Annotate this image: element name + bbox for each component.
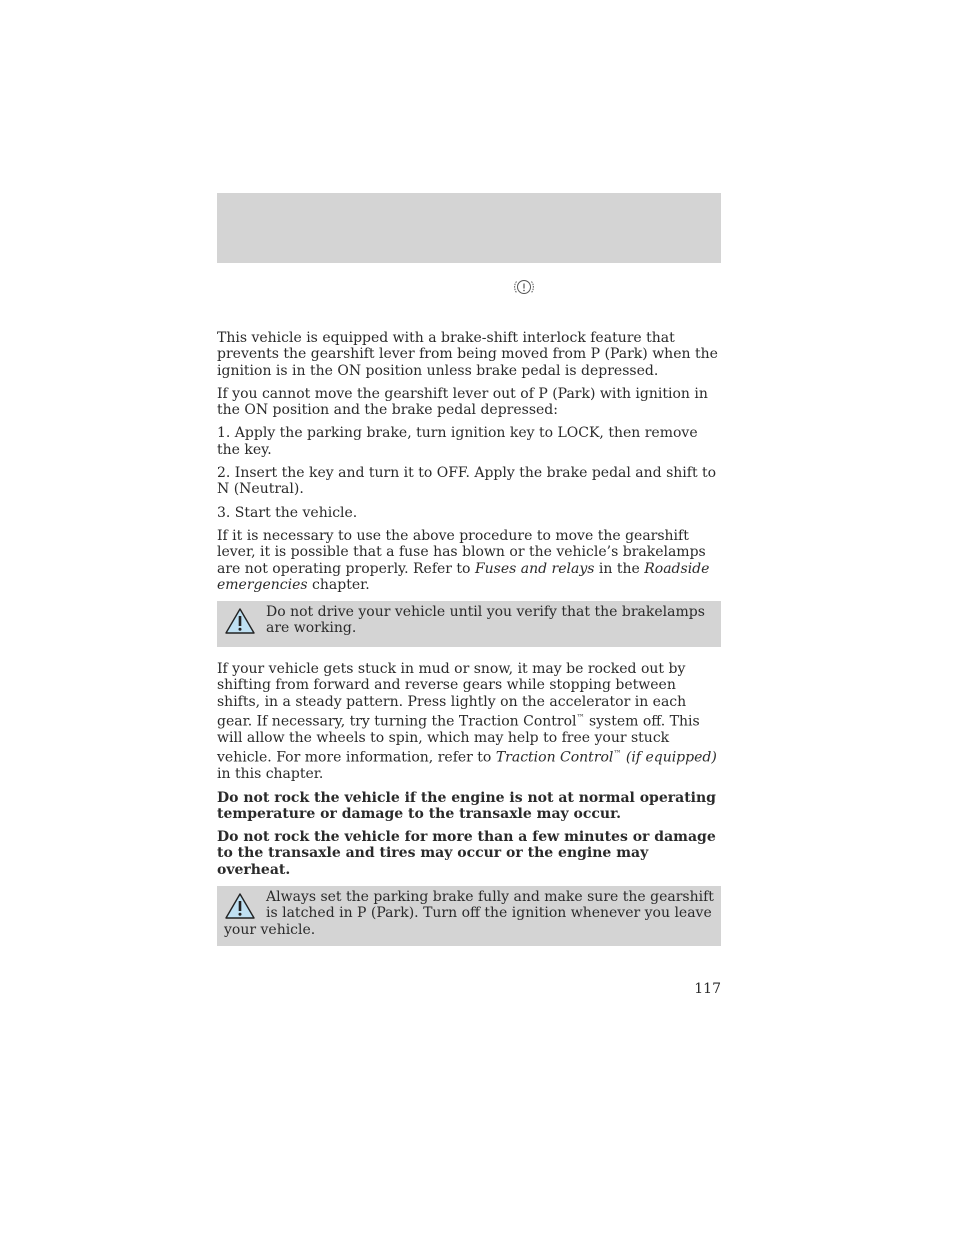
warning-box-parking-brake [217,886,721,946]
warning-triangle-icon [224,892,256,920]
paragraph-rocking [217,661,721,782]
paragraph-rocking-text-a: If your vehicle gets stuck in mud or snow, it may be rocked out by shifting from forward and reverse gears while stopping between shifts, in a steady pattern. Press lightly on the accelerator in each gear. If necessary, try turning the Traction Control [217,661,687,730]
caution-engine-temperature: Do not rock the vehicle if the engine is not at normal operating temperature or damage to the transaxle may occur. [217,789,716,822]
step-1: 1. Apply the parking brake, turn ignition key to LOCK, then remove the key. [217,425,698,458]
if-equipped-ref: (if equipped) [621,749,717,766]
paragraph-rocking-text-b: system off. This will allow the wheels to spin, which may help to free your stuck vehicle. For more information, refer to [217,713,700,766]
step-3: 3. Start the vehicle. [217,504,358,521]
paragraph-interlock: This vehicle is equipped with a brake-shift interlock feature that prevents the gearshift lever from being moved from P (Park) when the ignition is in the ON position unless brake pedal is depressed. [217,330,718,379]
trademark-mark: ™ [613,749,622,759]
caution-rocking-duration: Do not rock the vehicle for more than a few minutes or damage to the transaxle and tires may occur or the engine may overheat. [217,829,716,878]
fuses-relays-ref: Fuses and relays [474,560,595,577]
warning-text-brakelamps: Do not drive your vehicle until you verify that the brakelamps are working. [266,604,705,637]
chapter-header-band [217,193,721,263]
roadside-emergencies-ref: Roadside emergencies [217,560,710,593]
warning-box-brakelamps [217,601,721,647]
paragraph-fuse-text-c: in the [594,560,645,577]
paragraph-cannot-move: If you cannot move the gearshift lever out of P (Park) with ignition in the ON position and the brake pedal depressed: [217,385,708,419]
page-number: 117 [694,981,721,997]
brake-warning-icon [513,276,535,298]
warning-triangle-icon [224,607,256,635]
paragraph-fuse-text-e: chapter. [307,576,370,593]
warning-text-parking-brake: Always set the parking brake fully and make sure the gearshift is latched in P (Park). Turn off the ignition whenever you leave your vehicle. [224,889,714,938]
paragraph-rocking-text-e: in this chapter. [217,766,324,783]
paragraph-fuse-text-a: If it is necessary to use the above procedure to move the gearshift lever, it is possible that a fuse has blown or the vehicle’s brakelamps are not operating properly. Refer to [217,527,706,577]
paragraph-fuse [217,528,721,593]
traction-control-ref: Traction Control [495,749,614,766]
trademark-mark: ™ [576,713,585,723]
step-2: 2. Insert the key and turn it to OFF. Apply the brake pedal and shift to N (Neutral). [217,465,717,498]
body-text [217,330,721,946]
